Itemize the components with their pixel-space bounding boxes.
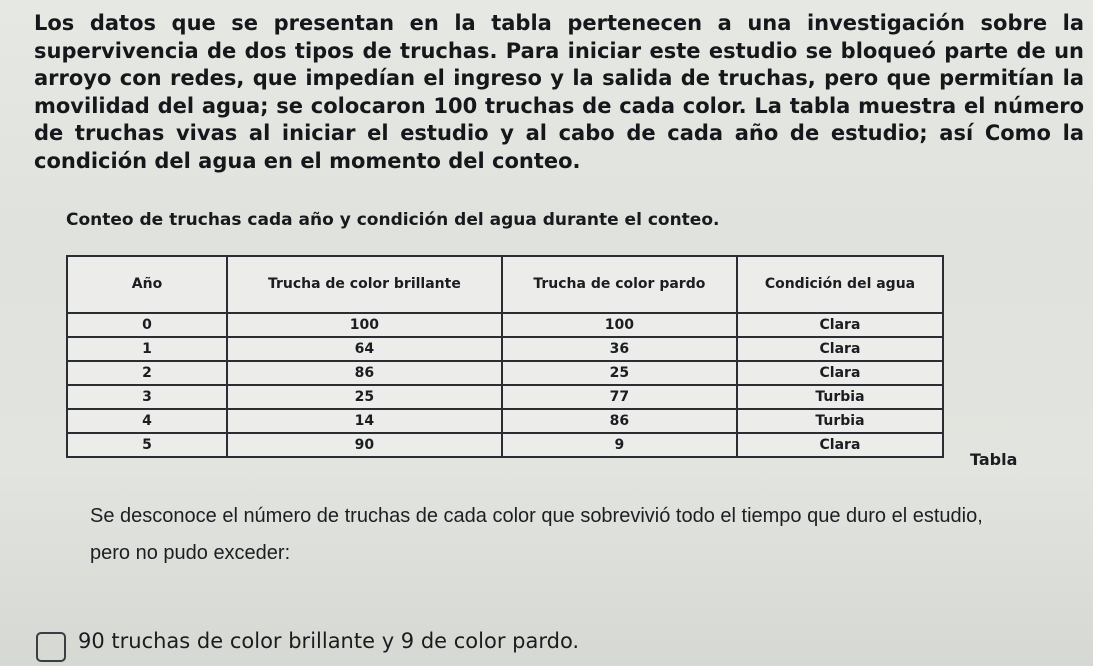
answer-option[interactable] (36, 626, 579, 656)
header-trucha-brillante: Trucha de color brillante (227, 256, 502, 313)
cell-pardo: 9 (502, 433, 737, 457)
cell-anio: 1 (67, 337, 227, 361)
cell-pardo: 25 (502, 361, 737, 385)
header-trucha-pardo: Trucha de color pardo (502, 256, 737, 313)
cell-pardo: 36 (502, 337, 737, 361)
cell-condicion: Clara (737, 361, 943, 385)
table-row (67, 313, 943, 337)
table-row (67, 385, 943, 409)
cell-condicion: Clara (737, 313, 943, 337)
cell-condicion: Turbia (737, 385, 943, 409)
table-row (67, 409, 943, 433)
cell-brillante: 90 (227, 433, 502, 457)
cell-brillante: 86 (227, 361, 502, 385)
question-text: Se desconoce el número de truchas de cada color que sobrevivió todo el tiempo que duro el estudio, pero no pudo exceder: (90, 505, 983, 564)
cell-anio: 3 (67, 385, 227, 409)
option-label: 90 truchas de color brillante y 9 de color pardo. (78, 629, 580, 653)
table-row (67, 433, 943, 457)
cell-pardo: 100 (502, 313, 737, 337)
table-title: Conteo de truchas cada año y condición del agua durante el conteo. (66, 210, 720, 230)
cell-brillante: 14 (227, 409, 502, 433)
table-header-row (67, 256, 943, 313)
header-condicion-agua: Condición del agua (737, 256, 943, 313)
cell-condicion: Clara (737, 433, 943, 457)
cell-brillante: 64 (227, 337, 502, 361)
cell-condicion: Clara (737, 337, 943, 361)
option-checkbox[interactable] (36, 632, 66, 662)
cell-brillante: 25 (227, 385, 502, 409)
cell-anio: 2 (67, 361, 227, 385)
cell-brillante: 100 (227, 313, 502, 337)
cell-pardo: 77 (502, 385, 737, 409)
table-tag: Tabla (970, 450, 1018, 469)
trout-count-table (66, 255, 944, 458)
cell-anio: 0 (67, 313, 227, 337)
intro-paragraph: Los datos que se presentan en la tabla pertenecen a una investigación sobre la supervivencia de dos tipos de truchas. Para iniciar este estudio se bloqueó parte de un arroyo con redes, que impedían el ingreso y la salida de truchas, pero que permitían la movilidad del agua; se colocaron 100 truchas de cada color. La tabla muestra el número de truchas vivas al iniciar el estudio y al cabo de cada año de estudio; así Como la condición del agua en el momento del conteo. (34, 11, 1084, 173)
table-row (67, 361, 943, 385)
cell-condicion: Turbia (737, 409, 943, 433)
cell-anio: 5 (67, 433, 227, 457)
cell-anio: 4 (67, 409, 227, 433)
cell-pardo: 86 (502, 409, 737, 433)
header-anio: Año (67, 256, 227, 313)
table-row (67, 337, 943, 361)
